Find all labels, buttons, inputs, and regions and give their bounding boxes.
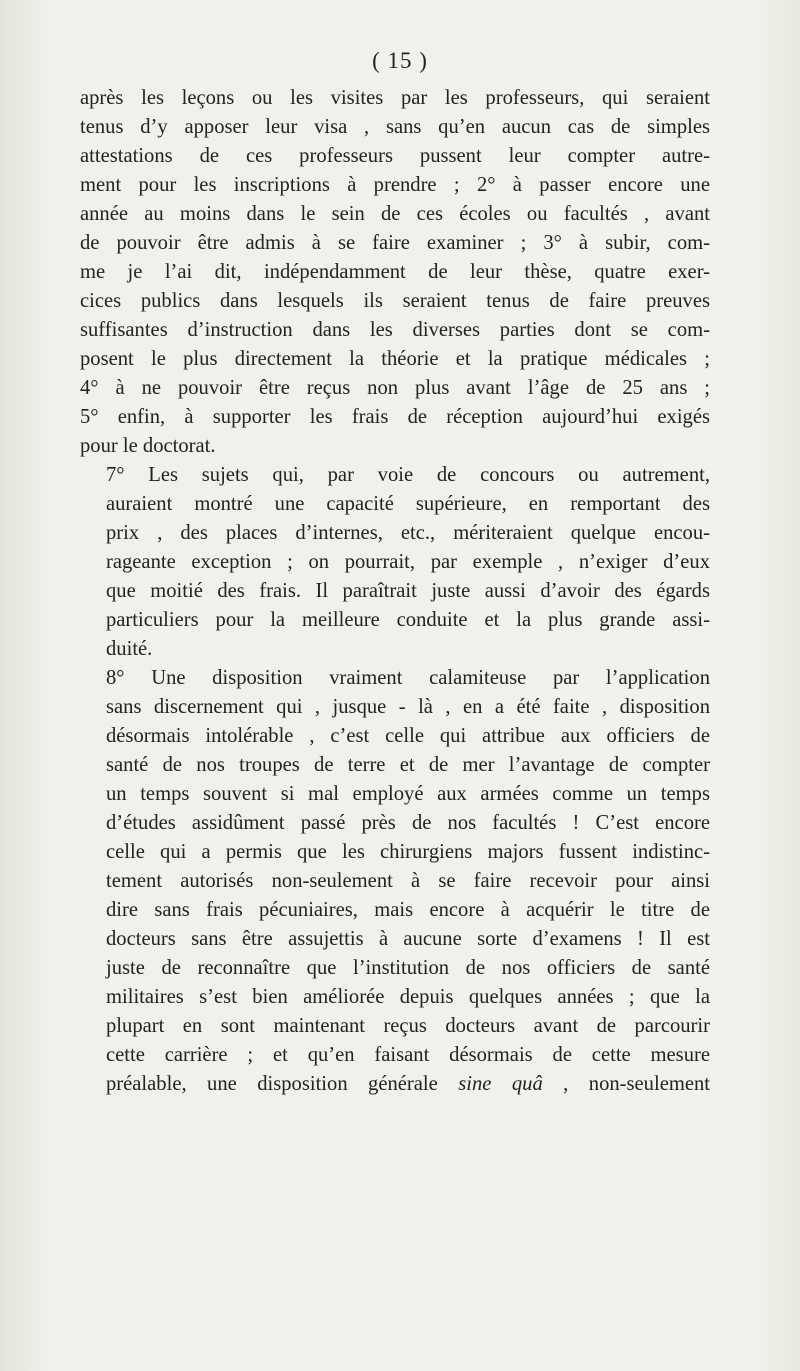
text-line: sans discernement qui , jusque - là , en a été faite , disposition bbox=[106, 696, 710, 718]
text-line: attestations de ces professeurs pussent leur compter autre- bbox=[80, 145, 710, 167]
text-line: tenus d’y apposer leur visa , sans qu’en aucun cas de simples bbox=[80, 116, 710, 138]
text-line: 7° Les sujets qui, par voie de concours ou autrement, bbox=[106, 464, 710, 486]
text-line: année au moins dans le sein de ces écoles ou facultés , avant bbox=[80, 203, 710, 225]
text-line: juste de reconnaître que l’institution de nos officiers de santé bbox=[106, 957, 710, 979]
text-line: 8° Une disposition vraiment calamiteuse par l’application bbox=[106, 667, 710, 689]
body-text bbox=[80, 84, 710, 1099]
text-line: 4° à ne pouvoir être reçus non plus avant l’âge de 25 ans ; bbox=[80, 377, 710, 399]
text-line: particuliers pour la meilleure conduite et la plus grande assi- bbox=[106, 609, 710, 631]
text-line: me je l’ai dit, indépendamment de leur thèse, quatre exer- bbox=[80, 261, 710, 283]
text-line: militaires s’est bien améliorée depuis quelques années ; que la bbox=[106, 986, 710, 1008]
text-line: un temps souvent si mal employé aux armées comme un temps bbox=[106, 783, 710, 805]
text-line: d’études assidûment passé près de nos facultés ! C’est encore bbox=[106, 812, 710, 834]
text-line: préalable, une disposition générale sine quâ , non-seulement bbox=[106, 1073, 710, 1095]
text-line: posent le plus directement la théorie et la pratique médicales ; bbox=[80, 348, 710, 370]
paragraph-3 bbox=[80, 664, 710, 1099]
text-line: ment pour les inscriptions à prendre ; 2° à passer encore une bbox=[80, 174, 710, 196]
paragraph-2 bbox=[80, 461, 710, 664]
text-line: cices publics dans lesquels ils seraient tenus de faire preuves bbox=[80, 290, 710, 312]
text-line: dire sans frais pécuniaires, mais encore à acquérir le titre de bbox=[106, 899, 710, 921]
text-line: celle qui a permis que les chirurgiens majors fussent indistinc- bbox=[106, 841, 710, 863]
text-line: prix , des places d’internes, etc., mériteraient quelque encou- bbox=[106, 522, 710, 544]
text-line: désormais intolérable , c’est celle qui attribue aux officiers de bbox=[106, 725, 710, 747]
text-line: santé de nos troupes de terre et de mer l’avantage de compter bbox=[106, 754, 710, 776]
text-line: de pouvoir être admis à se faire examiner ; 3° à subir, com- bbox=[80, 232, 710, 254]
text-line: auraient montré une capacité supérieure, en remportant des bbox=[106, 493, 710, 515]
page-number: ( 15 ) bbox=[372, 48, 428, 73]
text-line: suffisantes d’instruction dans les diverses parties dont se com- bbox=[80, 319, 710, 341]
text-line: après les leçons ou les visites par les professeurs, qui seraient bbox=[80, 87, 710, 109]
text-line: cette carrière ; et qu’en faisant désormais de cette mesure bbox=[106, 1044, 710, 1066]
text-line: que moitié des frais. Il paraîtrait juste aussi d’avoir des égards bbox=[106, 580, 710, 602]
text-line: docteurs sans être assujettis à aucune sorte d’examens ! Il est bbox=[106, 928, 710, 950]
text-line: tement autorisés non-seulement à se faire recevoir pour ainsi bbox=[106, 870, 710, 892]
latin-phrase: sine quâ bbox=[458, 1073, 543, 1095]
text-line: pour le doctorat. bbox=[80, 435, 216, 457]
text-line: rageante exception ; on pourrait, par exemple , n’exiger d’eux bbox=[106, 551, 710, 573]
text-line: 5° enfin, à supporter les frais de réception aujourd’hui exigés bbox=[80, 406, 710, 428]
text-line: plupart en sont maintenant reçus docteurs avant de parcourir bbox=[106, 1015, 710, 1037]
text-line: duité. bbox=[106, 638, 153, 660]
paragraph-1 bbox=[80, 84, 710, 461]
